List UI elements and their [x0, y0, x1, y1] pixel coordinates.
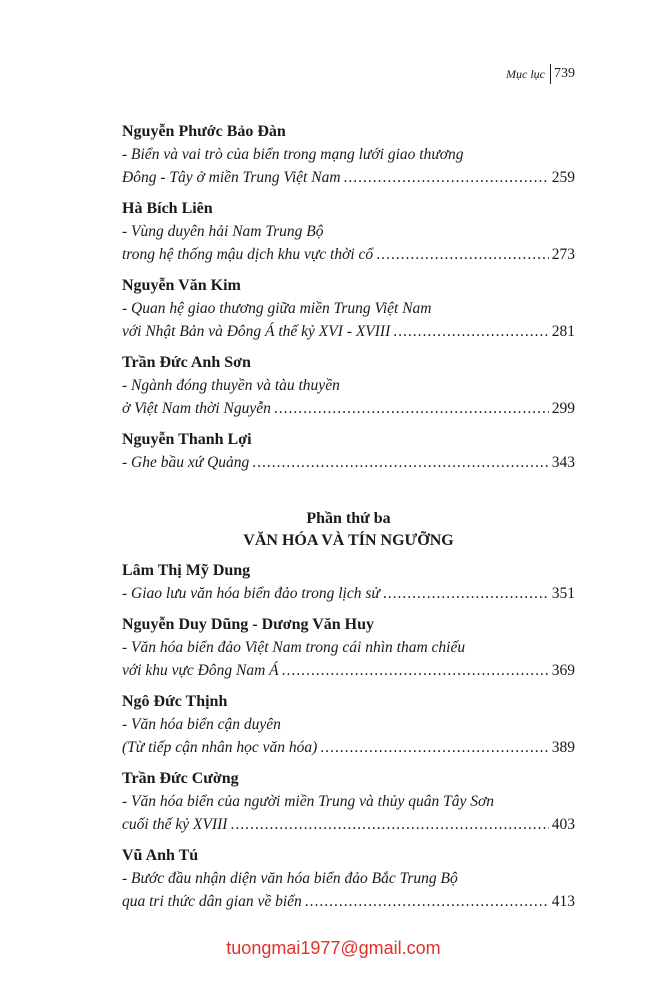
dot-leader: [393, 320, 549, 343]
footer-email: tuongmai1977@gmail.com: [226, 938, 441, 958]
toc-entry: [122, 560, 575, 605]
toc-entry-author: Trần Đức Cường: [122, 770, 239, 787]
toc-entry-leader-row: [122, 320, 575, 343]
dot-leader: [252, 451, 548, 474]
toc-entry-author: Trần Đức Anh Sơn: [122, 354, 251, 371]
toc-entry-leader-row: [122, 890, 575, 913]
toc-entry-title-line: - Bước đầu nhận diện văn hóa biển đảo Bắc Trung Bộ: [122, 870, 458, 887]
toc-entry-title-line: - Ghe bầu xứ Quảng: [122, 454, 250, 471]
toc-entry-title-line: - Văn hóa biển đảo Việt Nam trong cái nhìn tham chiếu: [122, 639, 466, 656]
toc-entry: [122, 198, 575, 266]
toc-entry-title-line: với khu vực Đông Nam Á: [122, 662, 279, 679]
toc-entry-title-line: - Quan hệ giao thương giữa miền Trung Việt Nam: [122, 300, 432, 317]
toc-entry-author: Nguyễn Duy Dũng - Dương Văn Huy: [122, 616, 375, 633]
toc-entry-title-line: - Ngành đóng thuyền và tàu thuyền: [122, 377, 340, 394]
toc-entry: [122, 275, 575, 343]
dot-leader: [376, 243, 549, 266]
toc-entry-title-line: - Văn hóa biển của người miền Trung và thủy quân Tây Sơn: [122, 793, 494, 810]
toc-entry-title-line: ở Việt Nam thời Nguyễn: [122, 400, 271, 417]
toc-entry-title-line: - Giao lưu văn hóa biển đảo trong lịch sử: [122, 585, 380, 602]
toc-entry-title-line: qua tri thức dân gian về biển: [122, 893, 302, 910]
toc-entry-title-line: trong hệ thống mậu dịch khu vực thời cổ: [122, 246, 374, 263]
toc-entry-page-number: 369: [551, 662, 575, 679]
toc-entry-page-number: 299: [551, 400, 575, 417]
part-heading-number: Phần thứ ba: [306, 510, 391, 527]
dot-leader: [383, 582, 549, 605]
toc-entry-page-number: 389: [551, 739, 575, 756]
toc-entry-page-number: 281: [551, 323, 575, 340]
toc-entry-title-line: - Biển và vai trò của biển trong mạng lưới giao thương: [122, 146, 464, 163]
toc-entry: [122, 352, 575, 420]
toc-entry-page-number: 351: [551, 585, 575, 602]
toc-entry-page-number: 273: [551, 246, 575, 263]
toc-part-2-entries: [122, 121, 575, 474]
toc-entry: [122, 845, 575, 913]
toc-entry: [122, 768, 575, 836]
toc-entry-page-number: 343: [551, 454, 575, 471]
toc-entry: [122, 691, 575, 759]
toc-entry-title-line: với Nhật Bản và Đông Á thế kỷ XVI - XVIII: [122, 323, 391, 340]
running-header: [506, 64, 575, 84]
toc-entry-author: Nguyễn Phước Bảo Đàn: [122, 123, 286, 140]
toc-entry: [122, 429, 575, 474]
toc-entry-author: Lâm Thị Mỹ Dung: [122, 562, 251, 579]
toc-entry: [122, 121, 575, 189]
toc-entry-leader-row: [122, 813, 575, 836]
dot-leader: [344, 166, 549, 189]
toc-entry-page-number: 259: [551, 169, 575, 186]
header-section-label: Mục lục: [506, 66, 545, 81]
toc-entry-author: Nguyễn Văn Kim: [122, 277, 241, 294]
dot-leader: [274, 397, 549, 420]
toc-entry-author: Vũ Anh Tú: [122, 847, 199, 864]
toc-entry-author: Nguyễn Thanh Lợi: [122, 431, 252, 448]
part-heading-title: VĂN HÓA VÀ TÍN NGƯỠNG: [243, 532, 454, 549]
toc-entry-author: Hà Bích Liên: [122, 200, 213, 217]
toc-entry-leader-row: [122, 582, 575, 605]
table-of-contents: [122, 121, 575, 913]
toc-entry-leader-row: [122, 736, 575, 759]
toc-entry-leader-row: [122, 451, 575, 474]
dot-leader: [320, 736, 548, 759]
toc-entry-leader-row: [122, 397, 575, 420]
toc-entry-page-number: 403: [551, 816, 575, 833]
toc-entry: [122, 614, 575, 682]
part-heading: [122, 508, 575, 552]
toc-entry-title-line: cuối thế kỷ XVIII: [122, 816, 228, 833]
dot-leader: [305, 890, 549, 913]
toc-part-3-entries: [122, 560, 575, 913]
toc-entry-title-line: - Vùng duyên hải Nam Trung Bộ: [122, 223, 324, 240]
toc-entry-leader-row: [122, 659, 575, 682]
toc-entry-title-line: - Văn hóa biển cận duyên: [122, 716, 281, 733]
toc-entry-author: Ngô Đức Thịnh: [122, 693, 228, 710]
toc-entry-leader-row: [122, 243, 575, 266]
dot-leader: [282, 659, 549, 682]
toc-entry-title-line: (Từ tiếp cận nhân học văn hóa): [122, 739, 318, 756]
toc-entry-title-line: Đông - Tây ở miền Trung Việt Nam: [122, 169, 341, 186]
dot-leader: [230, 813, 548, 836]
header-page-number: 739: [554, 66, 575, 81]
toc-entry-page-number: 413: [551, 893, 575, 910]
toc-entry-leader-row: [122, 166, 575, 189]
